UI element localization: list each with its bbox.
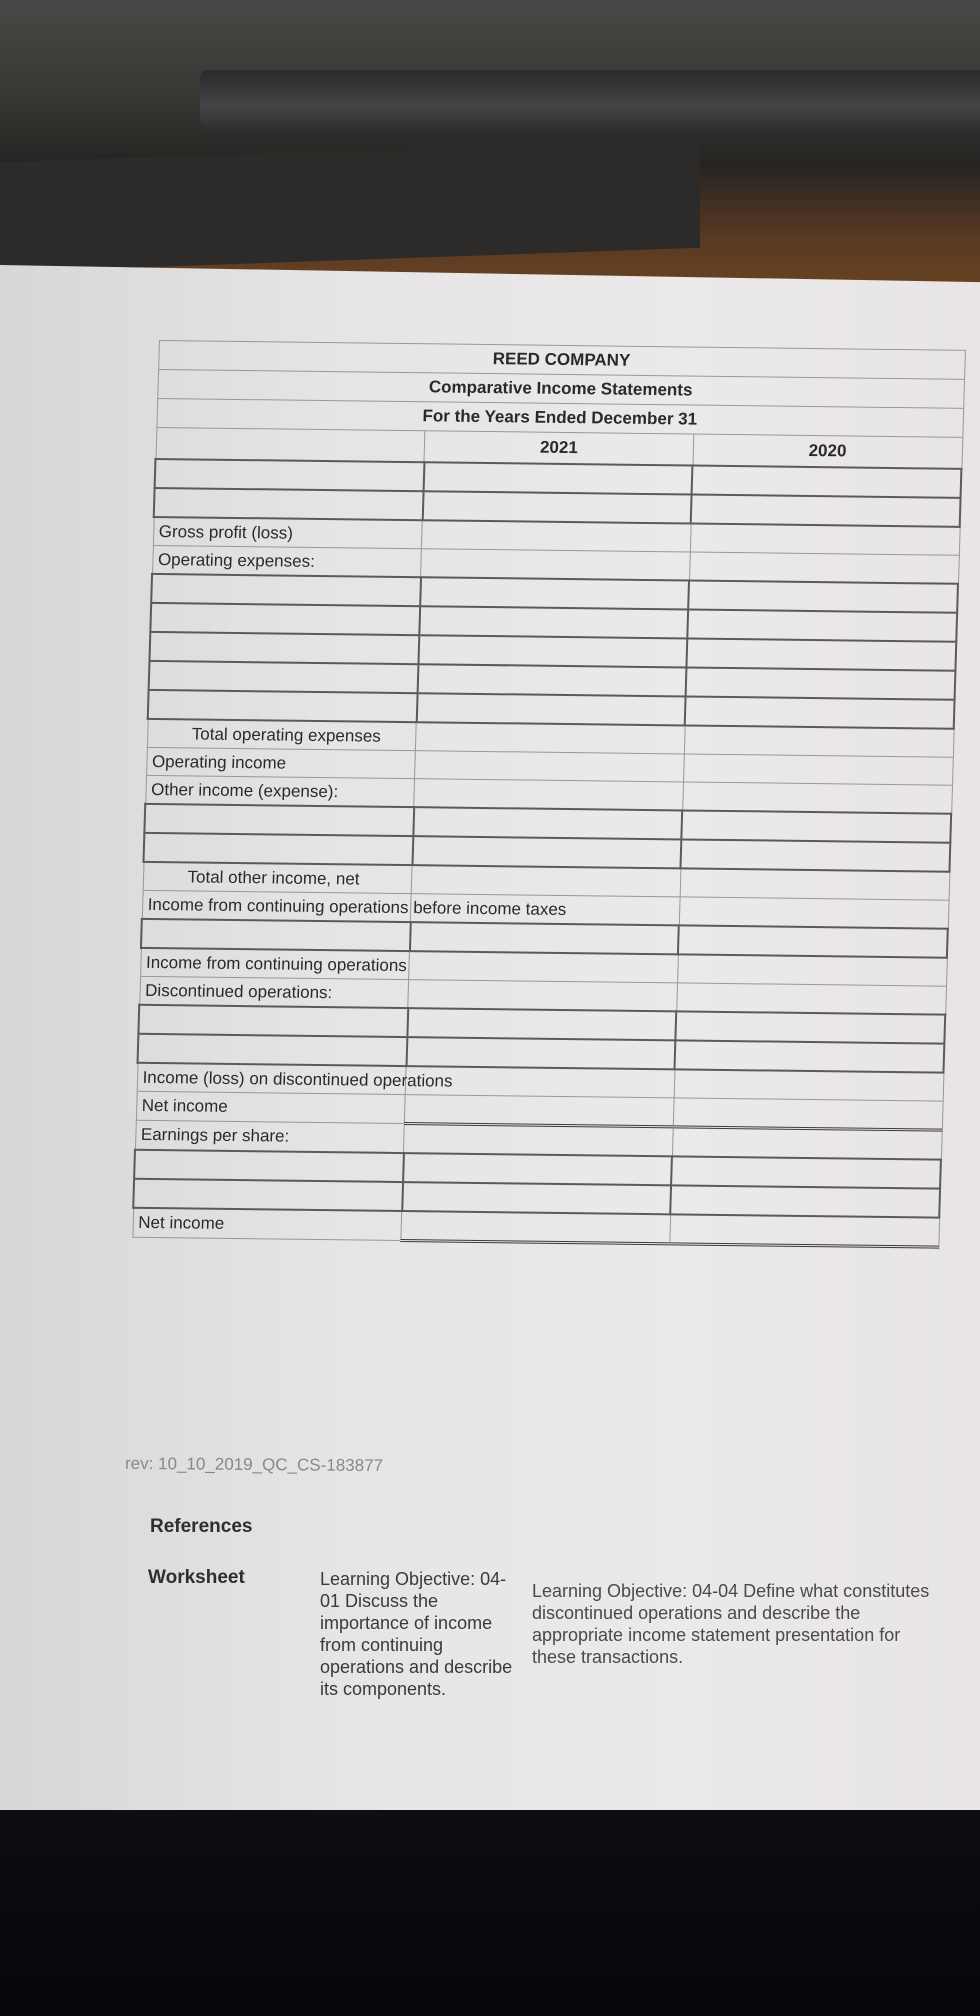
year-2020-header: 2020 <box>693 434 963 469</box>
value-input-2020[interactable] <box>671 1156 941 1188</box>
value-input-2021[interactable] <box>422 520 691 552</box>
value-input-2021[interactable] <box>422 491 691 523</box>
value-input-2020[interactable] <box>673 1098 943 1130</box>
year-header-spacer <box>155 427 425 462</box>
value-input-2020[interactable] <box>680 868 950 900</box>
value-input-2021[interactable] <box>401 1211 671 1244</box>
value-input-2021[interactable] <box>407 1008 676 1040</box>
row-operating-income: Operating income <box>146 747 415 778</box>
value-input-2020[interactable] <box>688 610 958 642</box>
value-input-2021[interactable] <box>416 722 685 754</box>
label-input[interactable] <box>150 603 419 635</box>
row-discontinued: Discontinued operations: <box>139 976 408 1008</box>
row-gross-profit: Gross profit (loss) <box>153 517 422 549</box>
value-input-2020[interactable] <box>677 954 947 986</box>
revision-code: rev: 10_10_2019_QC_CS-183877 <box>124 1453 384 1476</box>
worksheet-link[interactable]: Worksheet <box>148 1567 245 1588</box>
company-name: REED COMPANY <box>158 341 965 380</box>
value-input-2021[interactable] <box>412 836 681 868</box>
row-eps-net-income: Net income <box>132 1208 402 1241</box>
value-input-2021[interactable] <box>403 1153 672 1185</box>
value-input-2021[interactable] <box>415 751 684 782</box>
income-statement-table <box>128 340 968 1350</box>
value-input-2020[interactable] <box>683 754 952 785</box>
label-input[interactable] <box>154 488 423 520</box>
value-input-2021[interactable] <box>420 577 689 609</box>
value-input-2020[interactable] <box>690 524 960 556</box>
value-input-2020[interactable] <box>686 667 956 699</box>
value-input-2020[interactable] <box>687 638 957 670</box>
row-net-income: Net income <box>136 1091 405 1123</box>
label-input[interactable] <box>149 632 418 664</box>
value-input-2020[interactable] <box>692 466 962 498</box>
value-input-2021[interactable] <box>423 462 692 494</box>
value-input-2020[interactable] <box>675 1040 945 1072</box>
value-input-2020[interactable] <box>688 581 958 613</box>
value-input-2021[interactable] <box>419 606 688 638</box>
value-input-2020[interactable] <box>681 839 951 871</box>
value-input-2020[interactable] <box>682 810 952 842</box>
year-2021-header: 2021 <box>424 431 694 466</box>
device-edge <box>200 70 980 132</box>
statement-period: For the Years Ended December 31 <box>156 398 963 437</box>
value-input-2021[interactable] <box>413 807 682 839</box>
value-input-2021[interactable] <box>404 1095 673 1127</box>
label-input[interactable] <box>133 1179 402 1211</box>
row-operating-expenses: Operating expenses: <box>152 545 421 577</box>
label-input[interactable] <box>144 833 413 865</box>
label-input[interactable] <box>144 804 413 836</box>
row-income-continuing: Income from continuing operations <box>140 948 409 980</box>
value-input-2020[interactable] <box>676 1011 946 1043</box>
label-input[interactable] <box>134 1150 403 1182</box>
value-input-2021[interactable] <box>406 1037 675 1069</box>
learning-objective-04-04: Learning Objective: 04-04 Define what constitutes discontinued operations and describe the appropriate income statement presentation for these transactions. <box>532 1581 930 1667</box>
label-input[interactable] <box>138 1034 407 1066</box>
references-heading: References <box>150 1516 253 1537</box>
value-input-2020[interactable] <box>685 696 955 728</box>
row-eps: Earnings per share: <box>135 1120 405 1153</box>
row-total-other-income: Total other income, net <box>143 862 412 894</box>
value-input-2021[interactable] <box>410 922 679 954</box>
label-input[interactable] <box>138 1005 407 1037</box>
row-total-operating-expenses: Total operating expenses <box>147 719 416 751</box>
label-input[interactable] <box>141 919 410 951</box>
value-input-2020[interactable] <box>691 495 961 527</box>
value-input-2020[interactable] <box>684 725 954 757</box>
value-input-2020[interactable] <box>671 1185 941 1217</box>
label-input[interactable] <box>149 661 418 693</box>
value-input-2021[interactable] <box>402 1182 671 1214</box>
value-input-2021[interactable] <box>416 693 685 725</box>
statement-title: Comparative Income Statements <box>157 370 964 409</box>
learning-objective-04-01: Learning Objective: 04-01 Discuss the importance of income from continuing operations and describe its components. <box>320 1569 513 1699</box>
value-input-2020[interactable] <box>678 925 948 957</box>
value-input-2020[interactable] <box>674 1069 944 1101</box>
row-income-before-taxes: Income from continuing operations before income taxes <box>142 890 411 922</box>
value-input-2020[interactable] <box>670 1214 940 1247</box>
photo-background-bottom <box>0 1810 980 2016</box>
row-income-discontinued: Income (loss) on discontinued operations <box>137 1063 406 1095</box>
value-input-2021[interactable] <box>417 664 686 696</box>
label-input[interactable] <box>155 459 424 491</box>
value-input-2021[interactable] <box>409 951 678 983</box>
row-other-income: Other income (expense): <box>145 775 414 807</box>
value-input-2020[interactable] <box>679 897 949 929</box>
label-input[interactable] <box>151 574 420 606</box>
value-input-2021[interactable] <box>411 865 680 897</box>
value-input-2021[interactable] <box>418 635 687 667</box>
label-input[interactable] <box>148 690 417 722</box>
